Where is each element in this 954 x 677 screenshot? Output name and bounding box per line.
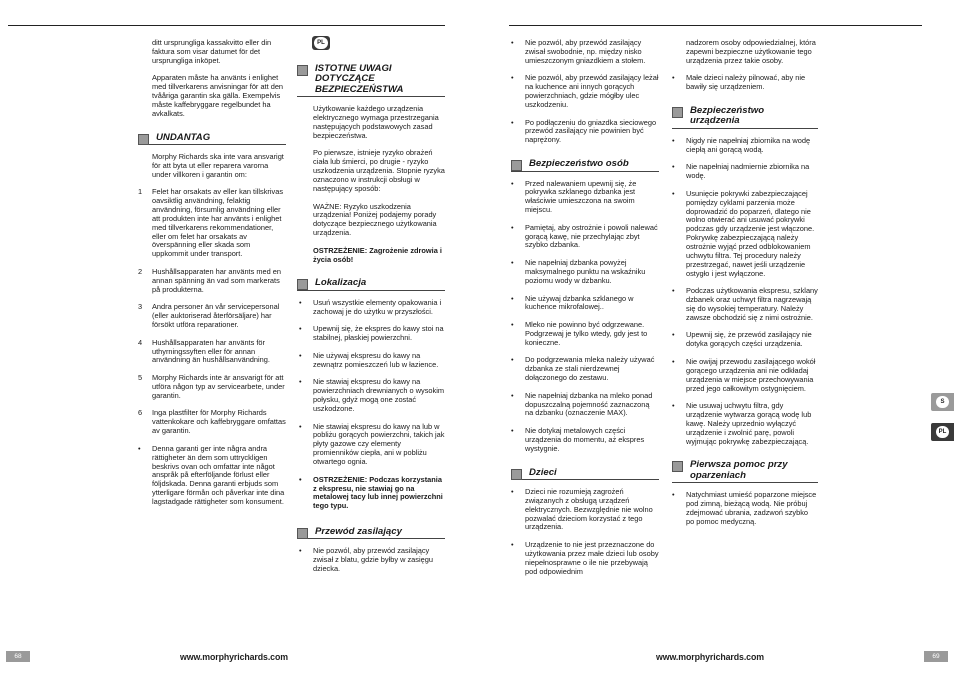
list-item: • Nie używaj ekspresu do kawy na zewnątrz pomieszczeń lub w łazience. — [299, 350, 439, 369]
list-item: • Nie usuwaj uchwytu filtra, gdy urządzenie wytwarza gorącą wodę lub kawę. Należy uprzednio wyłączyć urządzenie i zwolnić parę, powoli wyjmując pokrywkę zabezpieczającą. — [672, 401, 812, 446]
list-item: • Denna garanti ger inte några andra rättigheter än dem som uttryckligen beskrivs ovan och omfattar inte något anspråk på efterföljande förlust eller följdskada. Denna garanti erbjuds som ytterligare förmån och påverkar inte dina lagstadgade rättigheter som konsument. — [138, 443, 285, 506]
list-item: • Podczas użytkowania ekspresu, szklany dzbanek oraz uchwyt filtra nagrzewają się do wysokiej temperatury. Należy zawsze obchodzić się z nimi ostrożnie. — [672, 286, 818, 322]
list-item: • Nie napełniaj dzbanka powyżej maksymalnego punktu na wskaźniku poziomu wody w dzbanku. — [511, 258, 646, 285]
page-number-right: 69 — [924, 651, 948, 662]
list-item: • Usuń wszystkie elementy opakowania i zachowaj je do użytku w przyszłości. — [299, 297, 442, 316]
istotne-body: Użytkowanie każdego urządzenia elektrycznego wymaga przestrzegania następujących podstawowych zasad bezpieczeństwa. Po pierwsze, istnieje ryzyko obrażeń ciała lub śmierci, po drugie - ryzyko uszkodzenia urządzenia. Stopnie ryzyka oznaczono w instrukcji obsługi w następujący sposób: WAŻNE: Ryzyko uszkodzenia urządzenia! Poniżej podajemy porady dotyczące bezpiecznego użytkowania urządzenia. OSTRZEŻENIE: Zagrożenie zdrowia i życia osób! — [313, 104, 445, 264]
list-item: • Upewnij się, że ekspres do kawy stoi na stabilnej, płaskiej powierzchni. — [299, 324, 444, 343]
right-column-1 — [511, 39, 659, 585]
intro-text — [138, 39, 286, 119]
list-item: 5 Morphy Richards inte är ansvarigt för att utföra någon typ av servicearbete, under garantin. — [138, 373, 285, 400]
list-item: • Nie pozwól, aby przewód zasilający zwisał z blatu, gdzie byłby w zasięgu dziecka. — [299, 546, 433, 574]
pierwsza-pomoc-heading: Pierwsza pomoc przy oparzeniach — [672, 460, 818, 483]
list-item: • OSTRZEŻENIE: Podczas korzystania z ekspresu, nie stawiaj go na metalowej tacy lub innej powierzchni tego typu. — [299, 474, 443, 511]
lokalizacja-heading: Lokalizacja — [297, 278, 445, 290]
intro-para-2: Apparaten måste ha använts i enlighet med tillverkarens anvisningar för att den tvååriga garantin ska gälla. Exempelvis måste kaffebryggare regelbundet ha avkalkats. — [152, 73, 284, 118]
footer-url-right: www.morphyrichards.com — [656, 652, 764, 662]
side-tab-pl[interactable]: PL — [931, 423, 954, 441]
footer-url-left: www.morphyrichards.com — [180, 652, 288, 662]
list-item: • Do podgrzewania mleka należy używać dzbanka ze stali nierdzewnej dołączonego do zestawu. — [511, 355, 655, 383]
page-number-left: 68 — [6, 651, 30, 662]
list-item: 3 Andra personer än vår servicepersonal (eller auktoriserad återförsäljare) har försökt utföra reparationer. — [138, 302, 280, 330]
list-item: • Małe dzieci należy pilnować, aby nie bawiły się urządzeniem. — [672, 73, 806, 92]
list-item: 4 Hushållsapparaten har använts för uthyrningssyften eller för annan användning än hushållsanvändning. — [138, 337, 270, 365]
list-item: 1 Felet har orsakats av eller kan tillskrivas oavsiktlig användning, felaktig användning, försumlig användning eller att produkten inte har använts i enlighet med tillverkarens rekommendationer, eller om felet har orsakats av överspänning eller skada som uppkommit under transport. — [138, 187, 284, 259]
right-column-2 — [672, 39, 818, 535]
heading-marker-icon — [511, 160, 522, 171]
bezpieczenstwo-urzadzenia-heading: Bezpieczeństwo urządzenia — [672, 106, 818, 129]
heading-marker-icon — [672, 461, 683, 472]
list-item: • Nie pozwól, aby przewód zasilający leżał na kuchence ani innych gorących powierzchniach, gdzie mógłby ulec uszkodzeniu. — [511, 73, 659, 109]
istotne-heading: ISTOTNE UWAGI DOTYCZĄCE BEZPIECZEŃSTWA — [297, 64, 445, 97]
warning-text: OSTRZEŻENIE: Zagrożenie zdrowia i życia osób! — [313, 245, 442, 264]
list-item: • Nie pozwól, aby przewód zasilający zwisał swobodnie, np. między nisko umieszczonym gniazdkiem a stołem. — [511, 38, 646, 65]
list-item: • Nie napełniaj dzbanka na mleko ponad dopuszczalną pojemność zaznaczoną na dzbanku (oznaczenie MAX). — [511, 390, 653, 418]
list-item: • Nie dotykaj metalowych części urządzenia do momentu, aż ekspres wystygnie. — [511, 426, 645, 453]
side-tab-s[interactable]: S — [931, 393, 954, 411]
undantag-intro: Morphy Richards ska inte vara ansvarigt för att byta ut eller reparera varorna under villkoren i garantin om: — [152, 152, 284, 179]
dzieci-heading: Dzieci — [511, 468, 659, 480]
list-item: • Nigdy nie napełniaj zbiornika na wodę ciepłą ani gorącą wodą. — [672, 135, 811, 154]
top-rule-left — [8, 25, 445, 26]
list-item: • Nie stawiaj ekspresu do kawy na lub w pobliżu gorących powierzchni, takich jak płyty gazowe czy elementy promienników ciepła, ani w pobliżu otwartego ognia. — [299, 421, 445, 466]
list-item: • Mleko nie powinno być odgrzewane. Podgrzewaj je tylko wtedy, gdy jest to konieczne. — [511, 320, 648, 347]
przewod-heading: Przewód zasilający — [297, 527, 445, 539]
bezpieczenstwo-osob-heading: Bezpieczeństwo osób — [511, 159, 659, 171]
list-item: • Po podłączeniu do gniazdka sieciowego przewód zasilający nie powinien być naprężony. — [511, 117, 657, 145]
left-column-1 — [138, 39, 286, 516]
list-item: • Usunięcie pokrywki zabezpieczającej pomiędzy cyklami parzenia może doprowadzić do poparzeń, dlatego nie wolno otwierać ani usuwać pokrywki podczas gdy urządzenie jest włączone. Pokrywkę zabezpieczającą należy ostrożnie wyjąć przed odblokowaniem uchwytu filtra. Tej procedury należy przestrzegać, nawet jeśli urządzenie ostygło i jest wyłączone. — [672, 188, 815, 278]
left-column-2 — [297, 56, 445, 583]
top-rule-right — [509, 25, 922, 26]
list-item: • Upewnij się, że przewód zasilający nie dotyka gorących części urządzenia. — [672, 330, 812, 349]
heading-marker-icon — [672, 107, 683, 118]
list-item: 2 Hushållsapparaten har använts med en annan spänning än vad som markerats på produkterna. — [138, 266, 282, 294]
list-item: • Natychmiast umieść poparzone miejsce pod zimną, bieżącą wodą. Nie próbuj zdejmować ubrania, zadzwoń szybko po pomoc medyczną. — [672, 490, 817, 526]
list-item: • Przed nalewaniem upewnij się, że pokrywka szklanego dzbanka jest właściwie umieszczona na swoim miejscu. — [511, 178, 637, 215]
list-item: • Nie owijaj przewodu zasilającego wokół gorącego urządzenia ani nie odkładaj urządzenia w miejsce przechowywania przed jego całkowitym ostygnięciem. — [672, 356, 816, 393]
continued-text: nadzorem osoby odpowiedzialnej, która zapewni bezpieczne użytkowanie tego urządzenia przez takie osoby. — [686, 38, 816, 65]
list-item: • Urządzenie to nie jest przeznaczone do użytkowania przez małe dzieci lub osoby niepełnosprawne o ile nie przebywają pod odpowiednim — [511, 540, 659, 576]
pl-language-badge: PL — [312, 36, 330, 50]
list-item: • Nie napełniaj nadmiernie zbiornika na wodę. — [672, 162, 810, 181]
list-item: • Nie stawiaj ekspresu do kawy na powierzchniach drewnianych o wysokim połysku, gdyż mogą one zostać uszkodzone. — [299, 377, 445, 413]
heading-marker-icon — [138, 134, 149, 145]
list-item: • Nie używaj dzbanka szklanego w kuchence mikrofalowej.. — [511, 293, 634, 312]
list-item: 6 Inga plastfilter för Morphy Richards vattenkokare och kaffebryggare omfattas av garantin. — [138, 408, 286, 436]
heading-marker-icon — [297, 65, 308, 76]
heading-marker-icon — [511, 469, 522, 480]
heading-marker-icon — [297, 279, 308, 290]
intro-para-1: ditt ursprungliga kassakvitto eller din faktura som visar datumet för det ursprungliga inköpet. — [152, 38, 272, 65]
list-item: • Pamiętaj, aby ostrożnie i powoli nalewać gorącą kawę, nie przechylając zbyt szybko dzbanka. — [511, 222, 658, 250]
undantag-heading: UNDANTAG — [138, 133, 286, 145]
list-item: • Dzieci nie rozumieją zagrożeń związanych z obsługą urządzeń elektrycznych. Bezwzględnie nie wolno pozwalać dzieciom korzystać z tego urządzenia. — [511, 487, 653, 532]
heading-marker-icon — [297, 528, 308, 539]
